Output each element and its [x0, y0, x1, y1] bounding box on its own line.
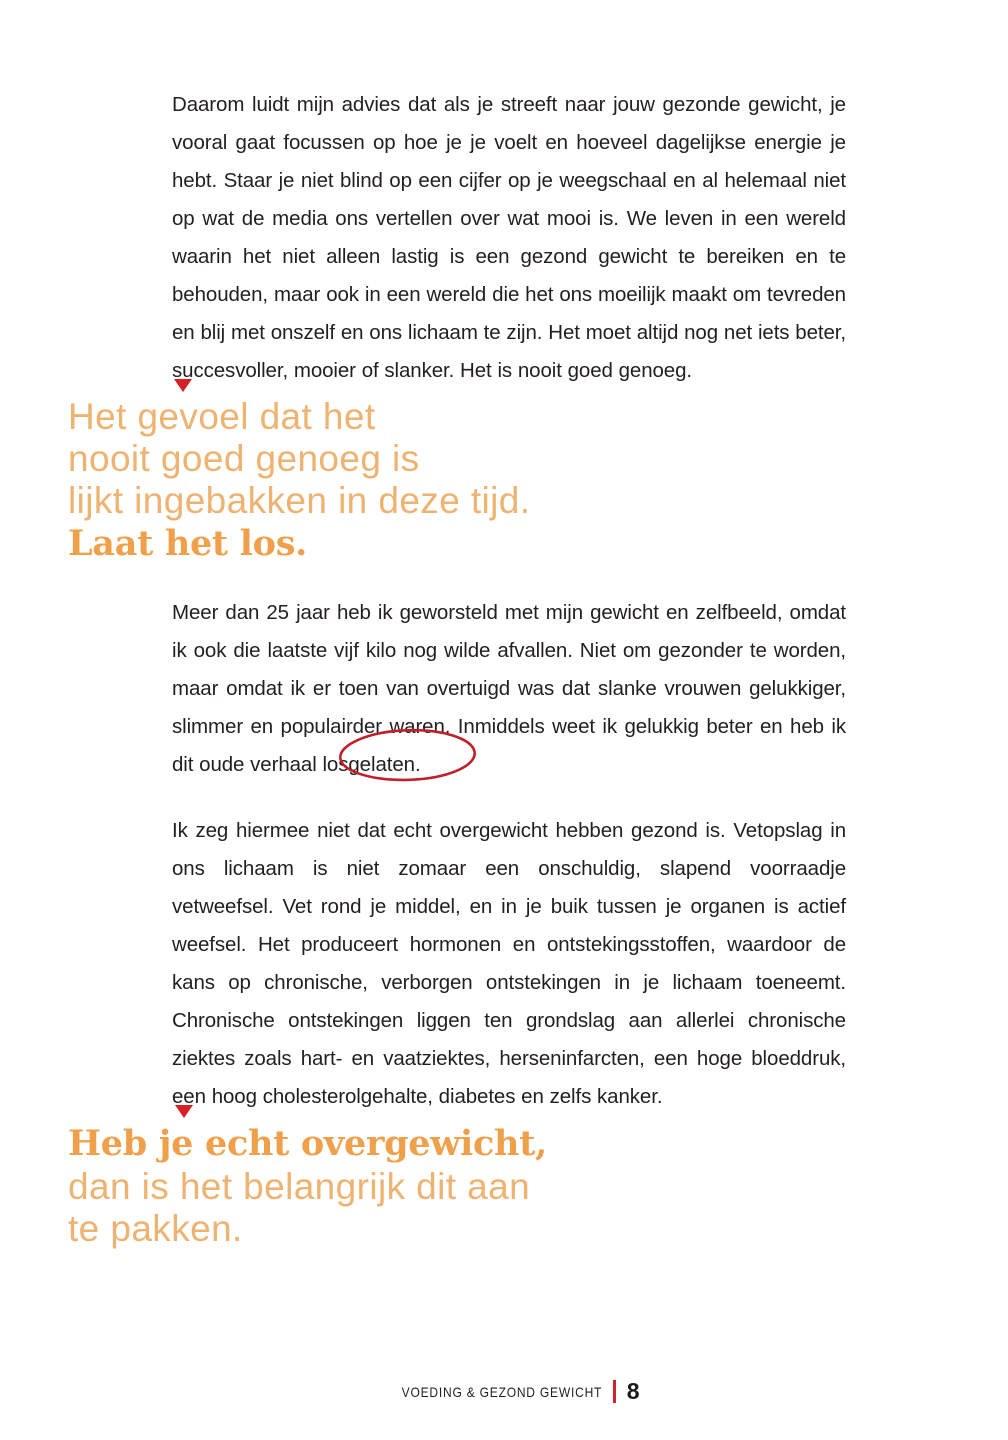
pullquote-1-line-2: nooit goed genoeg is	[68, 438, 420, 479]
body-paragraph: Daarom luidt mijn advies dat als je streeft naar jouw gezonde gewicht, je vooral gaat focussen op hoe je je voelt en hoeveel dagelijkse energie je hebt. Staar je niet blind op een cijfer op je weegschaal en al helemaal niet op wat de media ons vertellen over wat mooi is. We leven in een wereld waarin het niet alleen lastig is een gezond gewicht te bereiken en te behouden, maar ook in een wereld die het ons moeilijk maakt om tevreden en blij met onszelf en ons lichaam te zijn. Het moet altijd nog net iets beter, succesvoller, mooier of slanker. Het is nooit goed genoeg.	[172, 93, 846, 382]
body-paragraph: Ik zeg hiermee niet dat echt overgewicht hebben gezond is. Vetopslag in ons lichaam is niet zomaar een onschuldig, slapend voorraadje vetweefsel. Vet rond je middel, en in je buik tussen je organen is actief weefsel. Het produceert hormonen en ontstekingsstoffen, waardoor de kans op chronische, verborgen ontstekingen in je lichaam toeneemt. Chronische ontstekingen liggen ten grondslag aan allerlei chronische ziektes zoals hart- en vaatziektes, herseninfarcten, een hoge bloeddruk, een hoog cholesterolgehalte, diabetes en zelfs kanker.	[172, 819, 846, 1108]
paragraph-block-3	[172, 812, 846, 1116]
pullquote-2-line-2: dan is het belangrijk dit aan	[68, 1166, 531, 1207]
pullquote-1	[68, 396, 768, 566]
pullquote-2-line-1: Heb je echt overgewicht,	[68, 1123, 547, 1164]
paragraph-block-2	[172, 594, 846, 784]
pullquote-1-line-3: lijkt ingebakken in deze tijd.	[68, 480, 531, 521]
red-triangle-marker-icon	[175, 1105, 193, 1118]
pullquote-2	[68, 1122, 768, 1250]
page-number: 8	[626, 1378, 640, 1404]
pullquote-1-line-1: Het gevoel dat het	[68, 396, 376, 437]
paragraph-block-1	[172, 86, 846, 390]
page-footer	[0, 1380, 1008, 1403]
footer-book-title: VOEDING & GEZOND GEWICHT	[401, 1383, 602, 1400]
body-paragraph: Meer dan 25 jaar heb ik geworsteld met mijn gewicht en zelfbeeld, omdat ik ook die laatste vijf kilo nog wilde afvallen. Niet om gezonder te worden, maar omdat ik er toen van overtuigd was dat slanke vrouwen gelukkiger, slimmer en populairder waren. Inmiddels weet ik gelukkig beter en heb ik dit oude verhaal losgelaten.	[172, 601, 846, 776]
pullquote-1-line-4: Laat het los.	[68, 523, 308, 564]
pullquote-2-line-3: te pakken.	[68, 1208, 243, 1249]
footer-divider	[613, 1380, 616, 1403]
red-triangle-marker-icon	[174, 379, 192, 392]
